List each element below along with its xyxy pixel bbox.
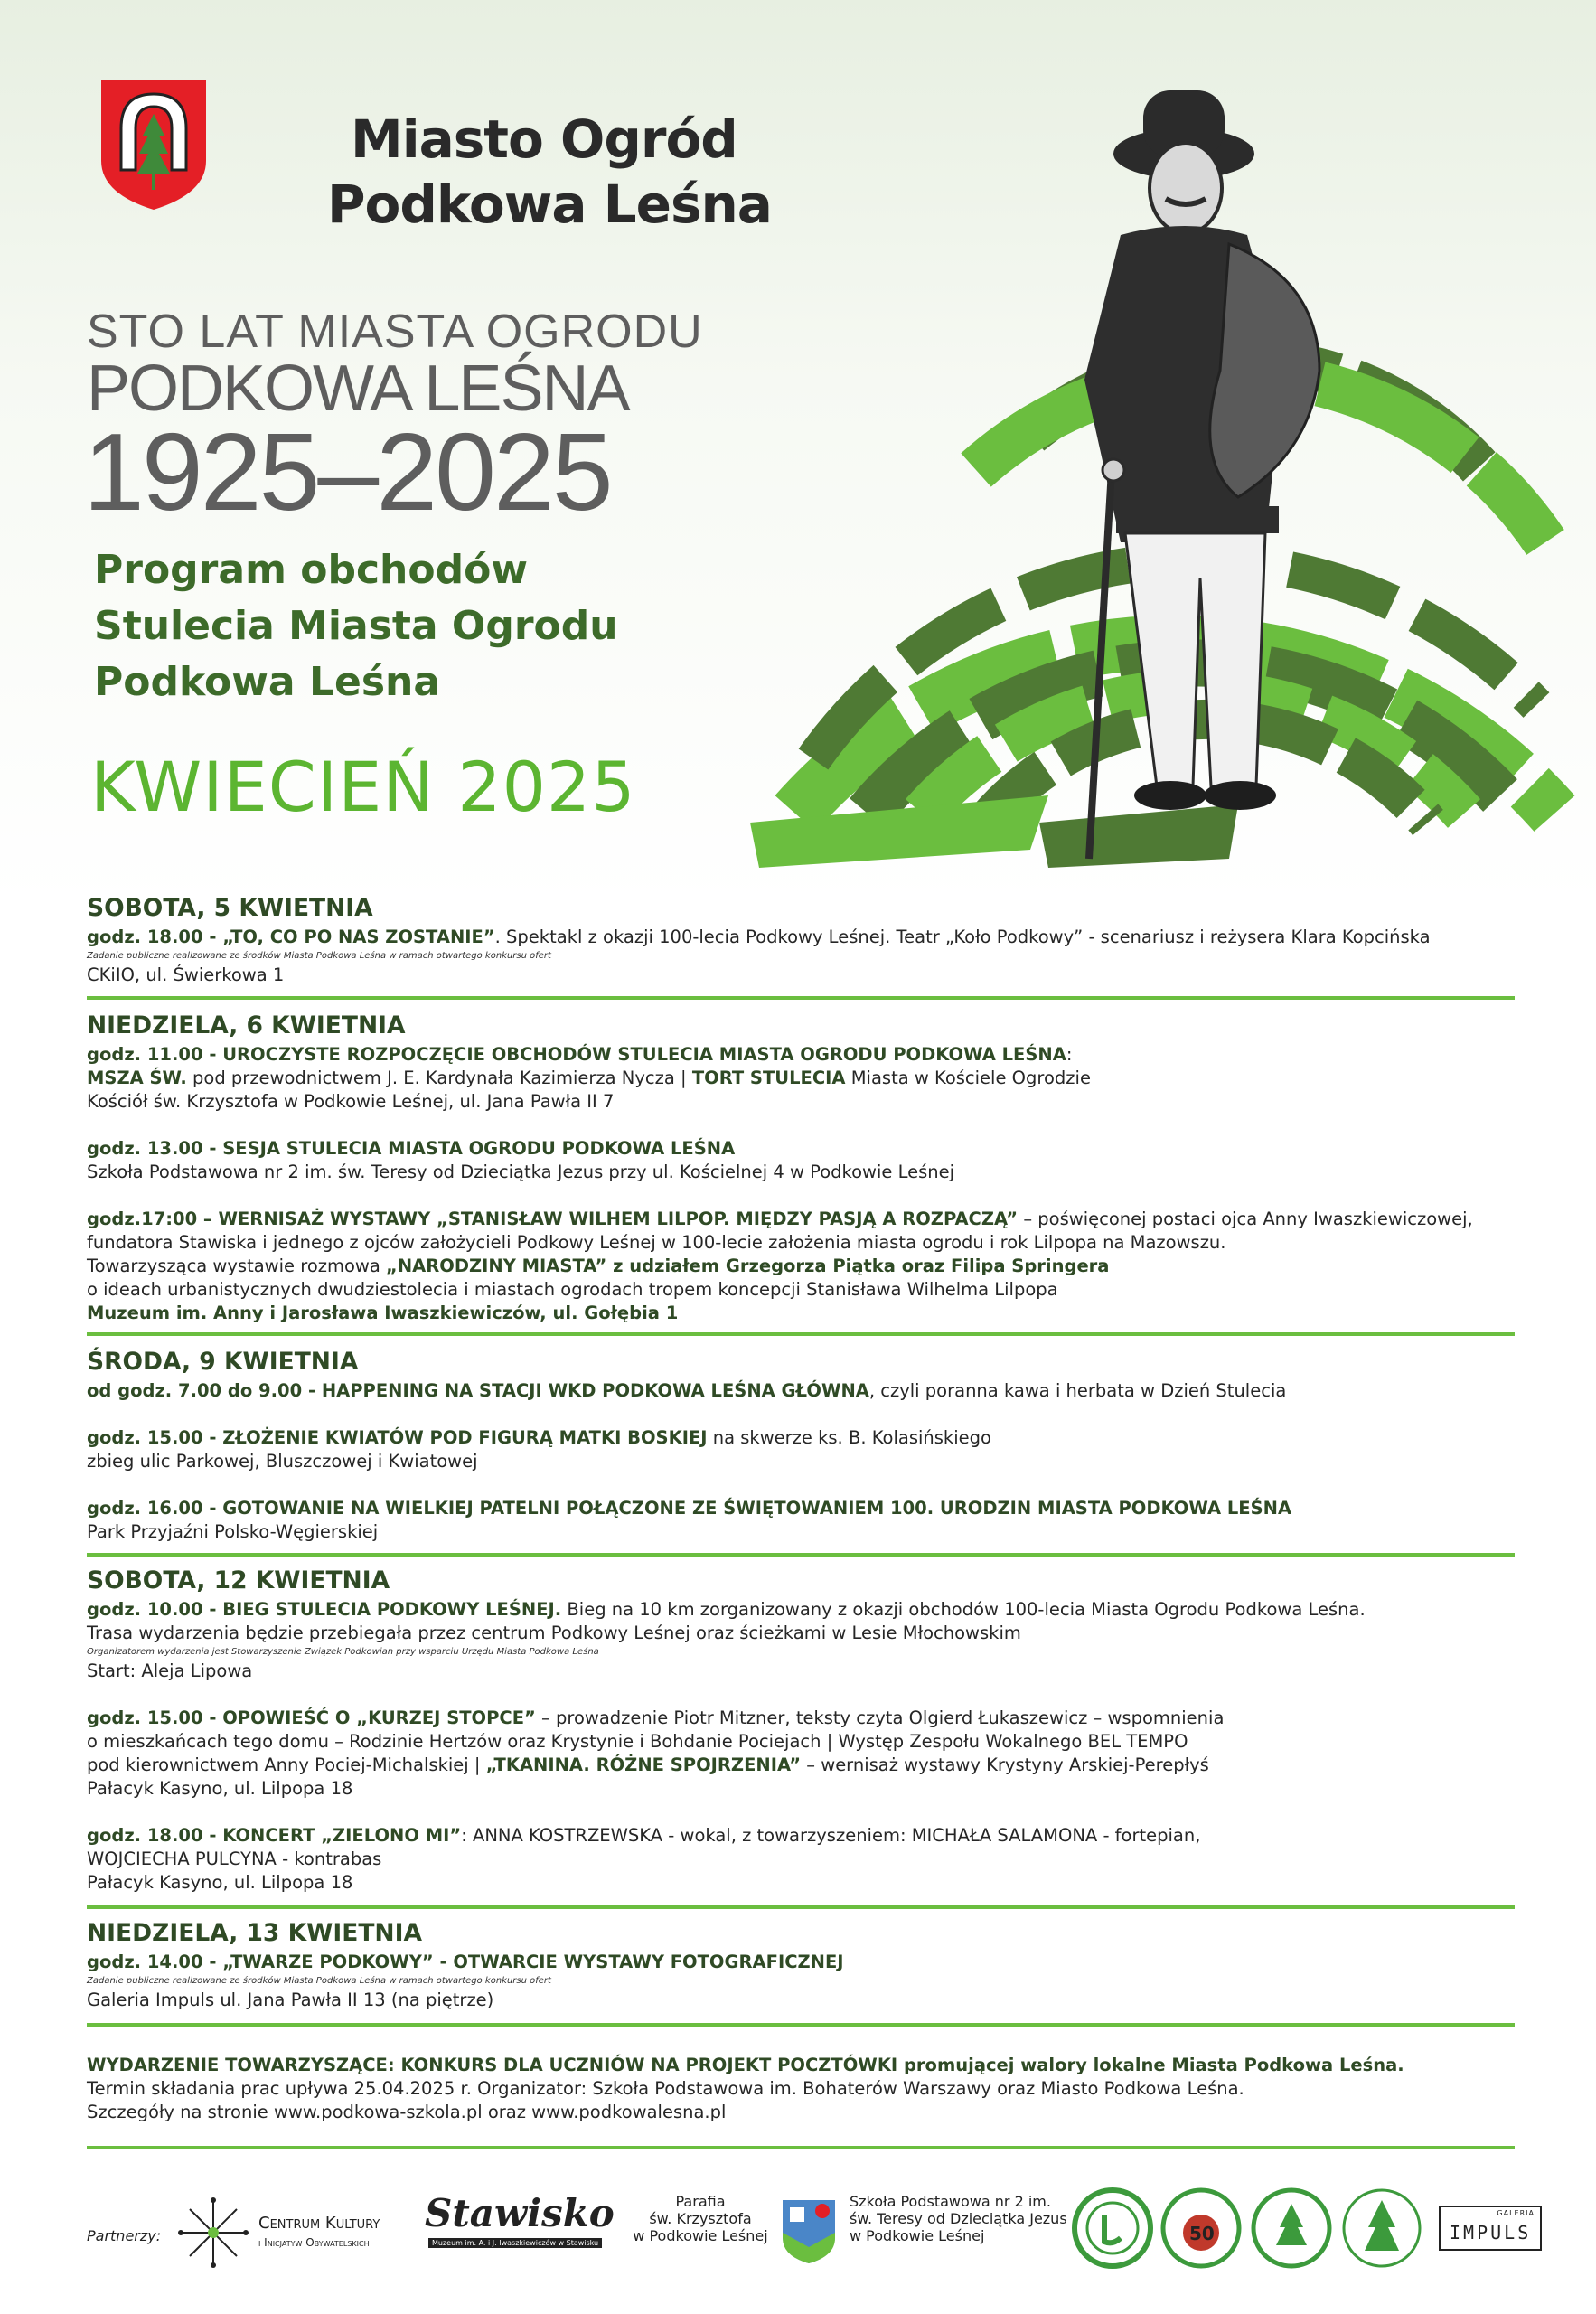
impuls-gallery-logo bbox=[1439, 2206, 1542, 2251]
event-line: godz. 15.00 - ZŁOŻENIE KWIATÓW POD FIGURĄ MATKI BOSKIEJ na skwerze ks. B. Kolasińskiego bbox=[87, 1427, 991, 1448]
parish-name: Parafia św. Krzysztofa w Podkowie Leśnej bbox=[633, 2193, 768, 2244]
day-heading: NIEDZIELA, 13 KWIETNIA bbox=[87, 1919, 422, 1947]
day-heading: NIEDZIELA, 6 KWIETNIA bbox=[87, 1011, 406, 1039]
event-line: pod kierownictwem Anny Pociej-Michalskiej | „TKANINA. RÓŻNE SPOJRZENIA” – wernisaż wystawy Krystyny Arskiej-Perepłyś bbox=[87, 1754, 1209, 1775]
coat-of-arms-logo bbox=[99, 78, 208, 212]
event-line: od godz. 7.00 do 9.00 - HAPPENING NA STACJI WKD PODKOWA LEŚNA GŁÓWNA, czyli poranna kawa i herbata w Dzień Stulecia bbox=[87, 1380, 1287, 1401]
companion-event-line: WYDARZENIE TOWARZYSZĄCE: KONKURS DLA UCZNIÓW NA PROJEKT POCZTÓWKI promującej walory lokalne Miasta Podkowa Leśna. bbox=[87, 2055, 1404, 2075]
partner-badge-logo bbox=[1072, 2187, 1153, 2269]
day-heading: SOBOTA, 5 KWIETNIA bbox=[87, 894, 373, 922]
companion-event-line: Termin składania prac upływa 25.04.2025 r. Organizator: Szkoła Podstawowa im. Bohaterów Warszawy oraz Miasto Podkowa Leśna. bbox=[87, 2078, 1244, 2099]
impuls-name: IMPULS bbox=[1450, 2222, 1532, 2243]
school-name: Szkoła Podstawowa nr 2 im. św. Teresy od Dzieciątka Jezus w Podkowie Leśnej bbox=[850, 2193, 1067, 2244]
divider bbox=[87, 1332, 1515, 1336]
event-line: WOJCIECHA PULCYNA - kontrabas bbox=[87, 1848, 382, 1869]
stawisko-logo: Stawisko bbox=[425, 2191, 615, 2235]
event-line: godz. 10.00 - BIEG STULECIA PODKOWY LEŚNEJ. Bieg na 10 km zorganizowany z okazji obchodów 100-lecia Miasta Ogrodu Podkowa Leśna. bbox=[87, 1599, 1366, 1620]
day-heading: ŚRODA, 9 KWIETNIA bbox=[87, 1348, 359, 1376]
event-place: Szkoła Podstawowa nr 2 im. św. Teresy od Dzieciątka Jezus przy ul. Kościelnej 4 w Podkowie Leśnej bbox=[87, 1162, 955, 1182]
event-place: Pałacyk Kasyno, ul. Lilpopa 18 bbox=[87, 1778, 353, 1799]
event-line: fundatora Stawiska i jednego z ojców założycieli Podkowy Leśnej w 100-lecie założenia miasta ogrodu i rok Lilpopa na Mazowszu. bbox=[87, 1232, 1226, 1253]
divider bbox=[87, 1553, 1515, 1557]
event-line: godz. 18.00 - KONCERT „ZIELONO MI”: ANNA KOSTRZEWSKA - wokal, z towarzyszeniem: MICHAŁA SALAMONA - fortepian, bbox=[87, 1825, 1201, 1846]
ckiio-name-line2: i Inicjatyw Obywatelskich bbox=[258, 2236, 370, 2249]
event-place: Pałacyk Kasyno, ul. Lilpopa 18 bbox=[87, 1872, 353, 1893]
city-name-line1: Miasto Ogród bbox=[351, 108, 737, 170]
event-line: godz. 18.00 - „TO, CO PO NAS ZOSTANIE”. Spektakl z okazji 100-lecia Podkowy Leśnej. Teatr „Koło Podkowy” - scenariusz i reżysera Klara Kopcińska bbox=[87, 927, 1431, 947]
centenary-years: 1925–2025 bbox=[83, 410, 611, 533]
event-line: godz. 15.00 - OPOWIEŚĆ O „KURZEJ STOPCE” – prowadzenie Piotr Mitzner, teksty czyta Olgierd Łukaszewicz – wspomnienia bbox=[87, 1707, 1225, 1728]
event-line: godz. 16.00 - GOTOWANIE NA WIELKIEJ PATELNI POŁĄCZONE ZE ŚWIĘTOWANIEM 100. URODZIN MIASTA PODKOWA LEŚNA bbox=[87, 1498, 1292, 1519]
event-place: Galeria Impuls ul. Jana Pawła II 13 (na piętrze) bbox=[87, 1989, 494, 2010]
centenary-town: PODKOWA LEŚNA bbox=[87, 353, 629, 425]
divider bbox=[87, 996, 1515, 1000]
ckiio-name-line1: Centrum Kultury bbox=[258, 2214, 380, 2233]
funding-note: Zadanie publiczne realizowane ze środków Miasta Podkowa Leśna w ramach otwartego konkursu ofert bbox=[87, 951, 551, 961]
divider bbox=[87, 2146, 1515, 2149]
ckiio-star-logo bbox=[177, 2196, 249, 2269]
program-title-line2: Stulecia Miasta Ogrodu bbox=[94, 603, 618, 649]
partner-badge-logo bbox=[1251, 2187, 1332, 2269]
school-crest-logo bbox=[779, 2196, 839, 2265]
city-name-line2: Podkowa Leśna bbox=[327, 174, 772, 235]
funding-note: Zadanie publiczne realizowane ze środków Miasta Podkowa Leśna w ramach otwartego konkursu ofert bbox=[87, 1976, 551, 1986]
partners-label: Partnerzy: bbox=[87, 2227, 162, 2244]
svg-text:50: 50 bbox=[1189, 2223, 1215, 2244]
day-heading: SOBOTA, 12 KWIETNIA bbox=[87, 1566, 390, 1594]
divider bbox=[87, 2023, 1515, 2027]
event-line: godz. 11.00 - UROCZYSTE ROZPOCZĘCIE OBCHODÓW STULECIA MIASTA OGRODU PODKOWA LEŚNA: bbox=[87, 1044, 1073, 1065]
event-place: Kościół św. Krzysztofa w Podkowie Leśnej, ul. Jana Pawła II 7 bbox=[87, 1091, 615, 1112]
centenary-subtitle: STO LAT MIASTA OGRODU bbox=[87, 306, 703, 358]
stawisko-subtitle: Muzeum im. A. i J. Iwaszkiewiczów w Stawisku bbox=[428, 2238, 602, 2248]
month-heading: KWIECIEŃ 2025 bbox=[90, 747, 636, 827]
event-line: o mieszkańcach tego domu – Rodzinie Hertzów oraz Krystynie i Bohdanie Pociejach | Występ Zespołu Wokalnego BEL TEMPO bbox=[87, 1731, 1188, 1752]
event-place: zbieg ulic Parkowej, Bluszczowej i Kwiatowej bbox=[87, 1451, 478, 1472]
organizer-note: Organizatorem wydarzenia jest Stowarzyszenie Związek Podkowian przy wsparciu Urzędu Miasta Podkowa Leśna bbox=[87, 1647, 599, 1657]
garden-city-plan-illustration bbox=[687, 72, 1591, 868]
program-title-line3: Podkowa Leśna bbox=[94, 659, 441, 705]
program-title-line1: Program obchodów bbox=[94, 547, 528, 593]
event-place: Start: Aleja Lipowa bbox=[87, 1660, 253, 1681]
event-line: MSZA ŚW. pod przewodnictwem J. E. Kardynała Kazimierza Nycza | TORT STULECIA Miasta w Kościele Ogrodzie bbox=[87, 1068, 1091, 1088]
event-place: CKiIO, ul. Świerkowa 1 bbox=[87, 964, 285, 985]
event-line: o ideach urbanistycznych dwudziestolecia i miastach ogrodach tropem koncepcji Stanisława Wilhelma Lilpopa bbox=[87, 1279, 1058, 1300]
event-line: Towarzysząca wystawie rozmowa „NARODZINY MIASTA” z udziałem Grzegorza Piątka oraz Filipa Springera bbox=[87, 1256, 1110, 1276]
event-place: Muzeum im. Anny i Jarosława Iwaszkiewiczów, ul. Gołębia 1 bbox=[87, 1303, 679, 1323]
event-line: Trasa wydarzenia będzie przebiegała przez centrum Podkowy Leśnej oraz ścieżkami w Lesie Młochowskim bbox=[87, 1623, 1021, 1643]
impuls-gallery-label: GALERIA bbox=[1497, 2209, 1535, 2217]
event-place: Park Przyjaźni Polsko-Węgierskiej bbox=[87, 1521, 379, 1542]
divider bbox=[87, 1905, 1515, 1909]
event-line: godz. 14.00 - „TWARZE PODKOWY” - OTWARCIE WYSTAWY FOTOGRAFICZNEJ bbox=[87, 1952, 844, 1972]
event-line: godz. 13.00 - SESJA STULECIA MIASTA OGRODU PODKOWA LEŚNA bbox=[87, 1138, 736, 1159]
event-line: godz.17:00 – WERNISAŻ WYSTAWY „STANISŁAW WILHEM LILPOP. MIĘDZY PASJĄ A ROZPACZĄ” – poświęconej postaci ojca Anny Iwaszkiewiczowej, bbox=[87, 1209, 1473, 1229]
partner-badge-logo bbox=[1160, 2187, 1242, 2269]
partner-badge-logo bbox=[1341, 2187, 1422, 2269]
companion-event-line: Szczegóły na stronie www.podkowa-szkola.pl oraz www.podkowalesna.pl bbox=[87, 2102, 727, 2122]
